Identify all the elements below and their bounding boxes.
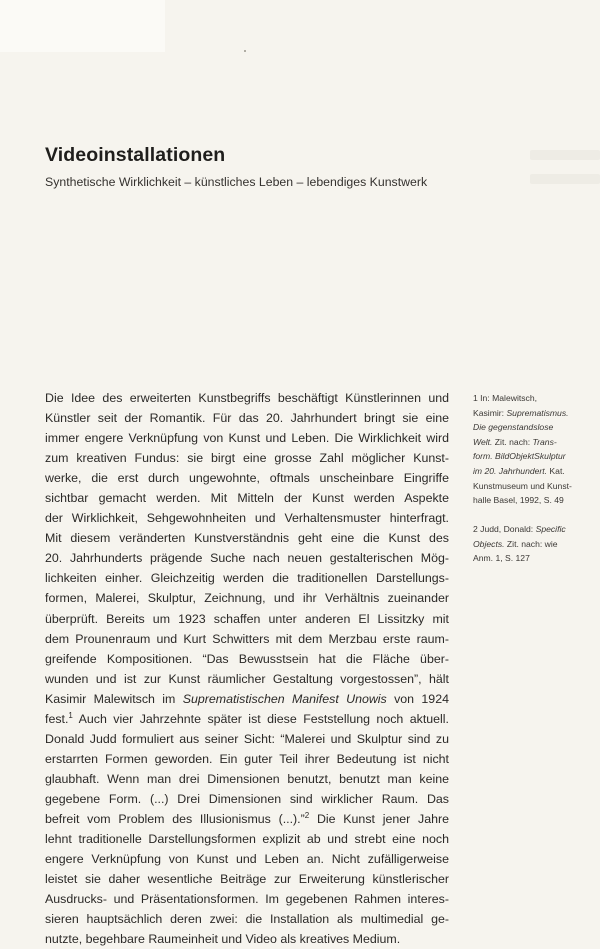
text-run: Künstler seit der Romantik. Für das 20. Jahrhundert bringt sie eine: [45, 411, 449, 426]
body-line: [45, 689, 449, 709]
body-line: [45, 889, 449, 909]
page-speck: [244, 50, 246, 52]
body-line: [45, 669, 449, 689]
body-line: [45, 809, 449, 829]
body-line: [45, 508, 449, 528]
footnote-line: [473, 420, 593, 435]
show-through-text: [530, 150, 600, 210]
body-line: [45, 649, 449, 669]
body-line: [45, 448, 449, 468]
footnote-line: [473, 435, 593, 450]
text-run: dem Prounenraum und Kurt Schwitters mit dem Merzbau erste raum-: [45, 631, 449, 646]
body-line: [45, 528, 449, 548]
body-line: [45, 548, 449, 568]
text-run: fest.: [45, 711, 69, 726]
text-run: Donald Judd formuliert aus seiner Sicht: “Malerei und Skulptur sind zu: [45, 731, 449, 746]
text-run: Auch vier Jahrzehnte später ist diese Feststellung noch aktuell.: [72, 711, 449, 726]
text-run: Kasimir:: [473, 407, 507, 418]
text-run: Kasimir Malewitsch im: [45, 691, 183, 706]
footnote-line: [473, 406, 593, 421]
text-run: befreit vom Problem des Illusionismus (...).”: [45, 811, 305, 826]
footnote-ref: 2: [304, 810, 310, 820]
text-run: engere Verknüpfung von Kunst und Leben an. Nicht zufälligerweise: [45, 852, 449, 867]
body-line: [45, 388, 449, 408]
body-line: [45, 729, 449, 749]
text-run: Die Kunst jener Jahre: [309, 811, 449, 826]
text-run: greifende Kompositionen. “Das Bewusstsein hat die Fläche über-: [45, 651, 449, 666]
text-run: nutzte, begehbare Raumeinheit und Video als kreatives Medium.: [45, 932, 401, 947]
text-run: sichtbar gemacht werden. Mit Mitteln der Kunst werden Aspekte: [45, 491, 449, 506]
text-run: erstarrten Formen geworden. Ein guter Teil ihrer Bedeutung ist nicht: [45, 751, 449, 766]
footnote-line: [473, 522, 593, 537]
body-line: [45, 609, 449, 629]
body-line: [45, 568, 449, 588]
footnote: [473, 522, 593, 566]
body-line: [45, 749, 449, 769]
footnote-line: [473, 464, 593, 479]
footnote-line: [473, 479, 593, 494]
italic-text: Die gegenstandslose: [473, 422, 554, 433]
body-line: [45, 408, 449, 428]
text-run: sieren hauptsächlich deren zwei: die Installation als multimedial ge-: [45, 912, 449, 927]
text-run: Kunstmuseum und Kunst-: [473, 480, 572, 491]
text-run: Ausdrucks- und Präsentationsformen. Im gegebenen Rahmen interes-: [45, 892, 449, 907]
page-corner-shade: [0, 0, 165, 52]
footnote-line: [473, 537, 593, 552]
text-run: Zit. nach:: [492, 436, 533, 447]
text-run: 20. Jahrhunderts prägende Suche nach neuen gestalterischen Mög-: [45, 551, 449, 566]
text-run: formen, Malerei, Skulptur, Zeichnung, und ihr Verhältnis zueinander: [45, 591, 449, 606]
text-run: von 1924: [386, 691, 449, 706]
body-line: [45, 789, 449, 809]
body-text: [45, 388, 449, 949]
text-run: gegebene Form. (...) Drei Dimensionen sind wirklicher Raum. Das: [45, 791, 449, 806]
text-run: Kat.: [547, 465, 565, 476]
body-line: [45, 488, 449, 508]
text-run: lichkeiten einher. Gleichzeitig werden die traditionellen Darstellungs-: [45, 571, 449, 586]
body-line: [45, 929, 449, 949]
text-run: immer engere Verknüpfung von Kunst und Leben. Die Wirklichkeit wird: [45, 431, 449, 446]
text-run: werke, die erst durch ungewohnte, oftmals unscheinbare Eingriffe: [45, 471, 449, 486]
body-line: [45, 849, 449, 869]
body-line: [45, 829, 449, 849]
footnote-line: [473, 391, 593, 406]
text-run: glaubhaft. Wenn man drei Dimensionen benutzt, benutzt man keine: [45, 771, 449, 786]
footnotes-column: [473, 391, 593, 581]
text-run: überprüft. Bereits um 1923 schaffen unter anderen El Lissitzky mit: [45, 611, 449, 626]
italic-text: Specific: [535, 524, 566, 535]
page-title: Videoinstallationen: [45, 144, 226, 166]
text-run: Zit. nach: wie: [504, 538, 558, 549]
body-line: [45, 588, 449, 608]
text-run: Anm. 1, S. 127: [473, 553, 530, 564]
text-run: wunden und ist zur Kunst räumlicher Gestaltung vorgestossen”, hält: [45, 671, 449, 686]
text-run: der Wirklichkeit, Sehgewohnheiten und Verhaltensmuster hinterfragt.: [45, 511, 449, 526]
footnote-line: [473, 449, 593, 464]
text-run: 2 Judd, Donald:: [473, 524, 536, 535]
body-line: [45, 709, 449, 729]
footnote: [473, 391, 593, 508]
italic-text: Suprematismus.: [506, 407, 569, 418]
body-line: [45, 769, 449, 789]
text-run: Mit diesem veränderten Kunstverständnis geht eine die Kunst des: [45, 531, 449, 546]
footnote-line: [473, 551, 593, 566]
body-line: [45, 428, 449, 448]
text-run: Die Idee des erweiterten Kunstbegriffs beschäftigt Künstlerinnen und: [45, 391, 449, 405]
body-line: [45, 869, 449, 889]
page-subtitle: Synthetische Wirklichkeit – künstliches Leben – lebendiges Kunstwerk: [45, 175, 428, 189]
text-run: halle Basel, 1992, S. 49: [473, 495, 564, 506]
italic-text: form. BildObjektSkulptur: [473, 451, 566, 462]
footnote-line: [473, 493, 593, 508]
body-line: [45, 468, 449, 488]
italic-text: Trans-: [532, 436, 557, 447]
footnote-ref: 1: [68, 710, 73, 720]
italic-text: im 20. Jahrhundert.: [473, 465, 548, 476]
text-run: zum kreativen Fundus: sie birgt eine grosse Zahl möglicher Kunst-: [45, 451, 449, 466]
text-run: 1 In: Malewitsch,: [473, 393, 537, 403]
body-line: [45, 909, 449, 929]
text-run: leistet sie daher wesentliche Beiträge zur Erweiterung künstlerischer: [45, 872, 449, 887]
text-run: lehnt traditionelle Darstellungsformen explizit ab und strebt eine noch: [45, 832, 449, 847]
italic-text: Welt.: [473, 436, 493, 447]
body-line: [45, 629, 449, 649]
italic-text: Objects.: [473, 538, 505, 549]
italic-text: Suprematistischen Manifest Unowis: [182, 691, 387, 706]
